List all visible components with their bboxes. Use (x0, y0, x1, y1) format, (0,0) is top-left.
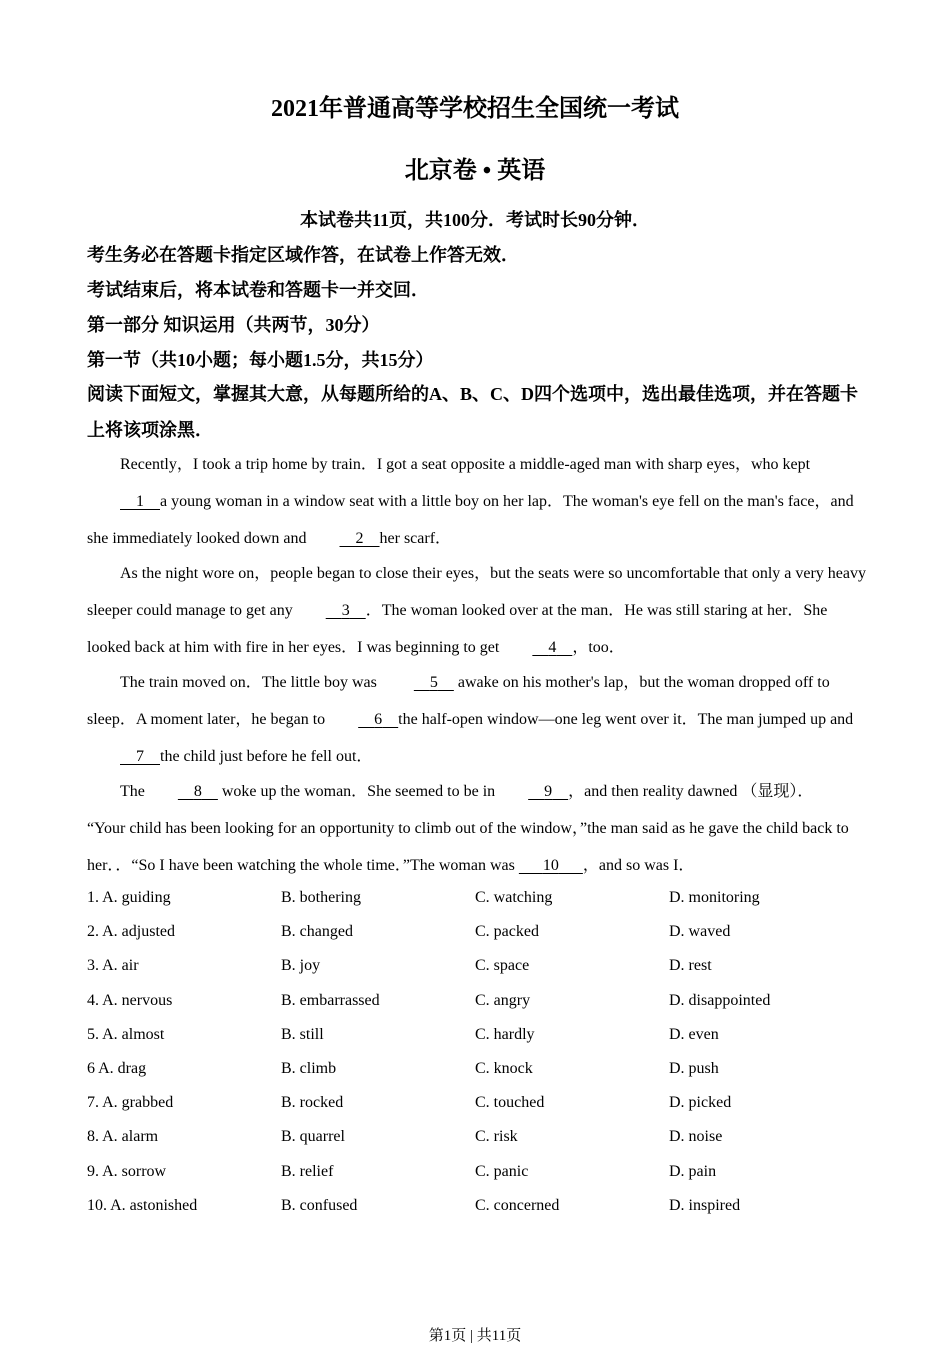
option-row (87, 992, 867, 1022)
exam-title: 2021年普通高等学校招生全国统一考试 (271, 96, 679, 122)
option-row (87, 923, 867, 953)
option-d: D. inspired (669, 1196, 741, 1214)
option-b: B. rocked (281, 1094, 344, 1112)
option-a: 7. A. grabbed (87, 1094, 174, 1112)
option-c: C. touched (475, 1094, 545, 1112)
passage-text: her scarf． (379, 530, 452, 547)
passage-text: woke up the woman．She seemed to be in (221, 783, 496, 800)
passage-text: The (120, 783, 145, 800)
passage-text: a young woman in a window seat with a little boy on her lap．The woman's eye fell on the man's face，and she immediately looked down and (87, 493, 854, 547)
option-b: B. bothering (281, 889, 361, 906)
part-heading: 第一部分 知识运用（共两节，30分） (87, 315, 380, 335)
blank-4: 4 (548, 639, 557, 656)
passage-text: As the night wore on，people began to close their eyes，but the seats were so uncomfortable that only a very heavy sleeper could manage to get any (87, 565, 867, 619)
blank-5: 5 (429, 674, 438, 691)
option-row (87, 1060, 867, 1090)
option-b: B. quarrel (281, 1128, 345, 1146)
option-a: 5. A. almost (87, 1025, 165, 1043)
option-row (87, 1197, 867, 1227)
blank-10: 10 (542, 857, 559, 874)
option-a: 2. A. adjusted (87, 923, 175, 941)
blank-8: 8 (193, 783, 202, 800)
passage-text: ．The woman looked over at the man．He was still staring at her．She looked back at him with fire in her eyes．I was beginning to get (87, 602, 828, 656)
option-c: C. knock (475, 1060, 533, 1077)
option-c: C. space (475, 957, 530, 975)
passage-text: the half-open window—one leg went over it．The man jumped up and (398, 711, 854, 728)
option-c: C. angry (475, 991, 531, 1009)
option-row (87, 1026, 867, 1056)
option-a: 8. A. alarm (87, 1128, 159, 1146)
option-b: B. climb (281, 1060, 337, 1077)
option-d: D. rest (669, 957, 712, 975)
option-b: B. joy (281, 957, 321, 975)
exam-subtitle: 北京卷 • 英语 (404, 158, 546, 184)
passage-text: ，and then reality dawned （显现）． (568, 783, 814, 800)
option-d: D. noise (669, 1128, 723, 1146)
passage-paragraph-3 (87, 664, 867, 775)
option-d: D. monitoring (669, 889, 760, 906)
exam-note: 本试卷共11页，共100分．考试时长90分钟． (299, 210, 650, 230)
option-a: 1. A. guiding (87, 889, 171, 906)
option-c: C. watching (475, 889, 553, 906)
option-row (87, 1128, 867, 1158)
option-b: B. confused (281, 1196, 358, 1214)
page-footer: 第1页 | 共11页 (428, 1328, 522, 1344)
option-c: C. packed (475, 923, 539, 941)
directions: 阅读下面短文，掌握其大意，从每题所给的A、B、C、D四个选项中，选出最佳选项，并在答题卡上将该项涂黑． (87, 384, 858, 440)
passage-text: ，too． (572, 639, 625, 656)
passage-text: “Your child has been looking for an opportunity to climb out of the window，”the man said as he gave the child back to her．．“So I have been watching the whole time．”The woman was (87, 820, 849, 874)
passage-text: ，and so was I． (582, 857, 695, 874)
blank-3: 3 (341, 602, 350, 619)
option-d: D. even (669, 1025, 719, 1043)
instruction-line-1: 考生务必在答题卡指定区域作答，在试卷上作答无效． (87, 245, 519, 265)
option-d: D. waved (669, 923, 731, 941)
section-heading: 第一节（共10小题；每小题1.5分，共15分） (87, 350, 434, 370)
option-row (87, 1163, 867, 1193)
option-a: 4. A. nervous (87, 991, 173, 1009)
option-d: D. picked (669, 1094, 732, 1112)
option-a: 3. A. air (87, 957, 139, 975)
passage-text: awake on his mother's lap，but the woman dropped off to sleep．A moment later，he began to (87, 674, 830, 728)
option-row (87, 957, 867, 987)
blank-9: 9 (544, 783, 553, 800)
option-b: B. changed (281, 923, 353, 941)
option-d: D. push (669, 1060, 719, 1077)
passage-paragraph-2 (87, 555, 867, 666)
option-c: C. hardly (475, 1025, 535, 1043)
option-row (87, 889, 867, 919)
blank-7: 7 (136, 748, 144, 765)
blank-1: 1 (136, 493, 144, 510)
option-b: B. relief (281, 1162, 334, 1180)
passage-paragraph-1 (87, 446, 867, 557)
passage-text: The train moved on．The little boy was (120, 674, 377, 691)
passage-text: the child just before he fell out． (160, 748, 373, 765)
passage-paragraph-5 (87, 810, 867, 884)
blank-2: 2 (355, 530, 364, 547)
option-a: 10. A. astonished (87, 1196, 198, 1214)
option-d: D. disappointed (669, 991, 771, 1009)
option-row (87, 1094, 867, 1124)
option-c: C. risk (475, 1128, 518, 1146)
instruction-line-2: 考试结束后，将本试卷和答题卡一并交回． (87, 280, 429, 300)
option-d: D. pain (669, 1162, 717, 1180)
option-a: 9. A. sorrow (87, 1162, 167, 1180)
passage-text: Recently，I took a trip home by train．I got a seat opposite a middle-aged man with sharp eyes，who kept (120, 456, 811, 473)
option-c: C. concerned (475, 1196, 560, 1214)
option-a: 6 A. drag (87, 1060, 147, 1077)
option-b: B. embarrassed (281, 991, 380, 1009)
option-c: C. panic (475, 1162, 529, 1180)
passage-paragraph-4 (87, 773, 867, 810)
option-b: B. still (281, 1025, 324, 1043)
blank-6: 6 (374, 711, 383, 728)
